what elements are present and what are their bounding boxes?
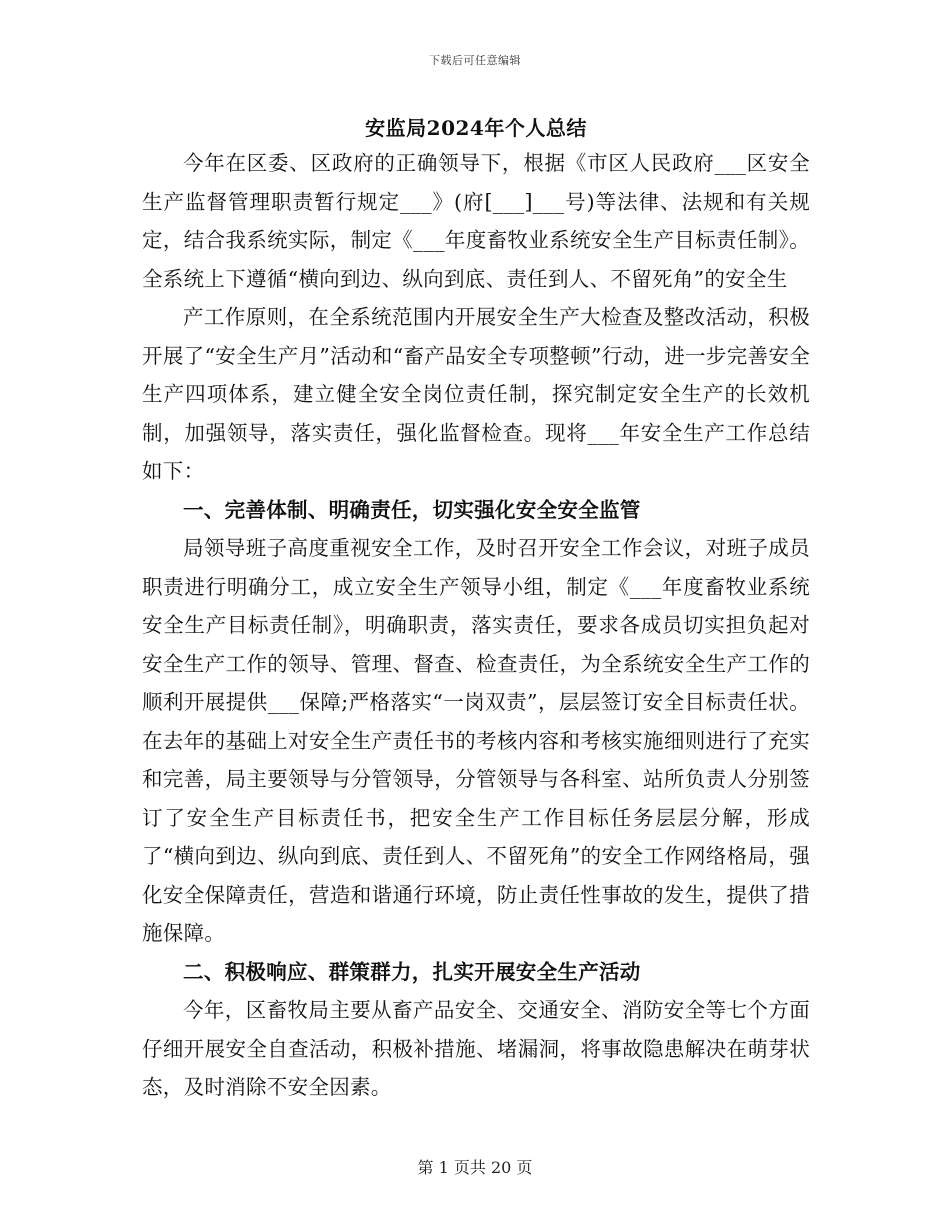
- section-heading: 一、完善体制、明确责任，切实强化安全安全监管: [183, 497, 641, 522]
- document-title: 安监局2024年个人总结: [365, 116, 587, 140]
- paragraph: 今年在区委、区政府的正确领导下，根据《市区人民政府___区安全生产监督管理职责暂行规定___》(府[___]___号)等法律、法规和有关规定，结合我系统实际，制定《___年度畜牧业系统安全生产目标责任制》。全系统上下遵循“横向到边、纵向到底、责任到人、不留死角”的安全生: [142, 151, 810, 291]
- document-body: [142, 112, 810, 1107]
- section-heading: 二、积极响应、群策群力，扎实开展安全生产活动: [183, 959, 641, 984]
- paragraph: 产工作原则，在全系统范围内开展安全生产大检查及整改活动，积极开展了“安全生产月”活动和“畜产品安全专项整顿”行动，进一步完善安全生产四项体系，建立健全安全岗位责任制，探究制定安全生产的长效机制，加强领导，落实责任，强化监督检查。现将___年安全生产工作总结如下：: [142, 305, 810, 483]
- paragraph: 今年，区畜牧局主要从畜产品安全、交通安全、消防安全等七个方面仔细开展安全自查活动，积极补措施、堵漏洞，将事故隐患解决在萌芽状态，及时消除不安全因素。: [142, 998, 810, 1099]
- paragraph: 局领导班子高度重视安全工作，及时召开安全工作会议，对班子成员职责进行明确分工，成立安全生产领导小组，制定《___年度畜牧业系统安全生产目标责任制》，明确职责，落实责任，要求各成员切实担负起对安全生产工作的领导、管理、督查、检查责任，为全系统安全生产工作的顺利开展提供___保障;严格落实“一岗双责”，层层签订安全目标责任状。在去年的基础上对安全生产责任书的考核内容和考核实施细则进行了充实和完善，局主要领导与分管领导，分管领导与各科室、站所负责人分别签订了安全生产目标责任书，把安全生产工作目标任务层层分解，形成了“横向到边、纵向到底、责任到人、不留死角”的安全工作网络格局，强化安全保障责任，营造和谐通行环境，防止责任性事故的发生，提供了措施保障。: [142, 536, 810, 945]
- page-header: 下载后可任意编辑: [429, 54, 521, 67]
- page-footer: 第 1 页共 20 页: [417, 1158, 533, 1177]
